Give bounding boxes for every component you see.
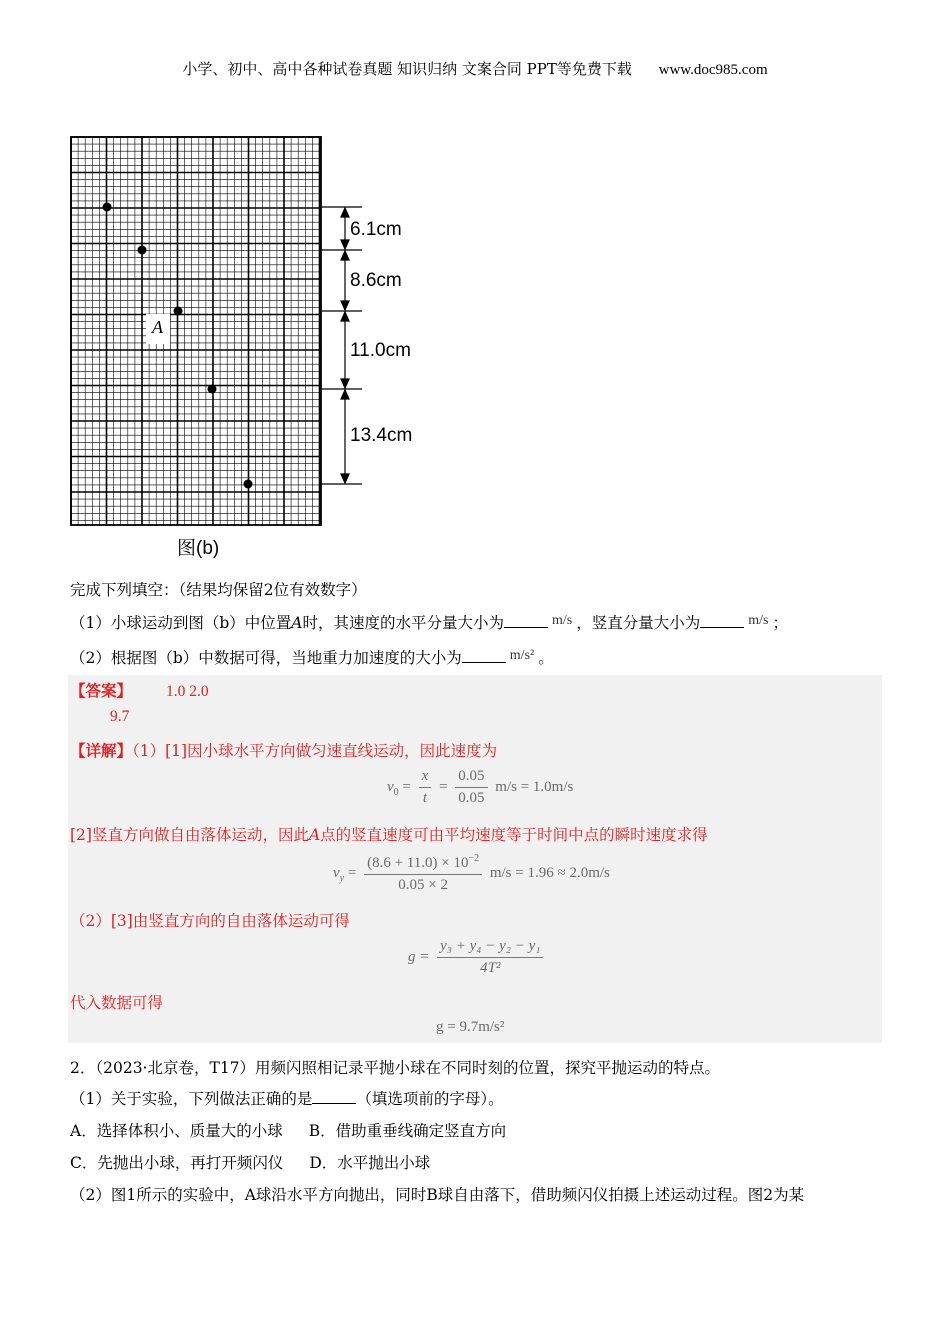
detail-line-3: （2）[3]由竖直方向的自由落体运动可得 bbox=[70, 912, 350, 930]
ball-point-a bbox=[174, 307, 183, 316]
page-header bbox=[0, 58, 950, 79]
dim-label-4: 13.4cm bbox=[350, 425, 413, 446]
dim-label-1: 6.1cm bbox=[350, 219, 402, 240]
ball-point-1 bbox=[103, 203, 112, 212]
option-d: D．水平抛出小球 bbox=[309, 1154, 431, 1172]
header-site: www.doc985.com bbox=[658, 62, 768, 78]
detail-line-2: [2]竖直方向做自由落体运动，因此A点的竖直速度可由平均速度等于时间中点的瞬时速度求得 bbox=[70, 826, 708, 844]
next-question-2: （2）图1所示的实验中，A球沿水平方向抛出，同时B球自由落下，借助频闪仪拍摄上述运动过程。图2为某 bbox=[70, 1186, 805, 1204]
option-a: A．选择体积小、质量大的小球 bbox=[70, 1122, 283, 1140]
option-row-ab bbox=[70, 1119, 506, 1141]
question-2: （2）根据图（b）中数据可得，当地重力加速度的大小为 m/s² 。 bbox=[70, 648, 554, 667]
header-text: 小学、初中、高中各种试卷真题 知识归纳 文案合同 PPT等免费下载 bbox=[182, 60, 632, 78]
answer-blank-3[interactable] bbox=[462, 648, 506, 663]
grid-figure bbox=[60, 128, 440, 564]
ball-point-4 bbox=[208, 385, 217, 394]
dim-label-2: 8.6cm bbox=[350, 270, 402, 291]
detail-line-1: 【详解】（1）[1]因小球水平方向做匀速直线运动，因此速度为 bbox=[70, 741, 498, 760]
point-a-label: A bbox=[152, 317, 163, 337]
answer-line-1: 【答案】 1.0 2.0 bbox=[70, 681, 209, 700]
formula-g: g = $\frac{\text{y₃ + y₄ − y₂ − y₁}}{\text{4T²}}$ bbox=[408, 938, 547, 977]
ball-point-2 bbox=[138, 246, 147, 255]
ball-point-5 bbox=[244, 480, 253, 489]
next-question-title: 2．（2023·北京卷，T17）用频闪照相记录平抛小球在不同时刻的位置，探究平抛运动的特点。 bbox=[70, 1059, 721, 1077]
dim-label-3: 11.0cm bbox=[350, 340, 411, 361]
question-intro: 完成下列填空：（结果均保留2位有效数字） bbox=[70, 581, 367, 599]
question-1: （1）小球运动到图（b）中位置A时，其速度的水平分量大小为 m/s ，竖直分量大小为 m/s ； bbox=[70, 613, 789, 632]
formula-vy: $v_y$ = $\frac{(8.6 + 11.0) \times 10^{-2}}{0.05 \times 2}$ m/s = 1.96 ≈ 2.0m/s bbox=[333, 853, 610, 893]
formula-v0: $v_0$ = $\frac{x}{t}$ = $\frac{0.05}{0.05}$ m/s = 1.0m/s bbox=[387, 768, 574, 806]
answer-blank-4[interactable] bbox=[312, 1089, 356, 1104]
answer-blank-1[interactable] bbox=[504, 613, 548, 628]
formula-g-value: g = 9.7m/s² bbox=[436, 1019, 505, 1035]
figure-caption: 图(b) bbox=[177, 538, 220, 559]
option-b: B．借助重垂线确定竖直方向 bbox=[308, 1122, 507, 1140]
option-row-cd bbox=[70, 1151, 430, 1173]
option-c: C．先抛出小球，再打开频闪仪 bbox=[70, 1154, 284, 1172]
detail-line-4: 代入数据可得 bbox=[70, 994, 164, 1012]
next-question-1: （1）关于实验，下列做法正确的是 （填选项前的字母）。 bbox=[70, 1090, 504, 1108]
answer-line-2: 9.7 bbox=[110, 708, 130, 725]
answer-blank-2[interactable] bbox=[700, 613, 744, 628]
